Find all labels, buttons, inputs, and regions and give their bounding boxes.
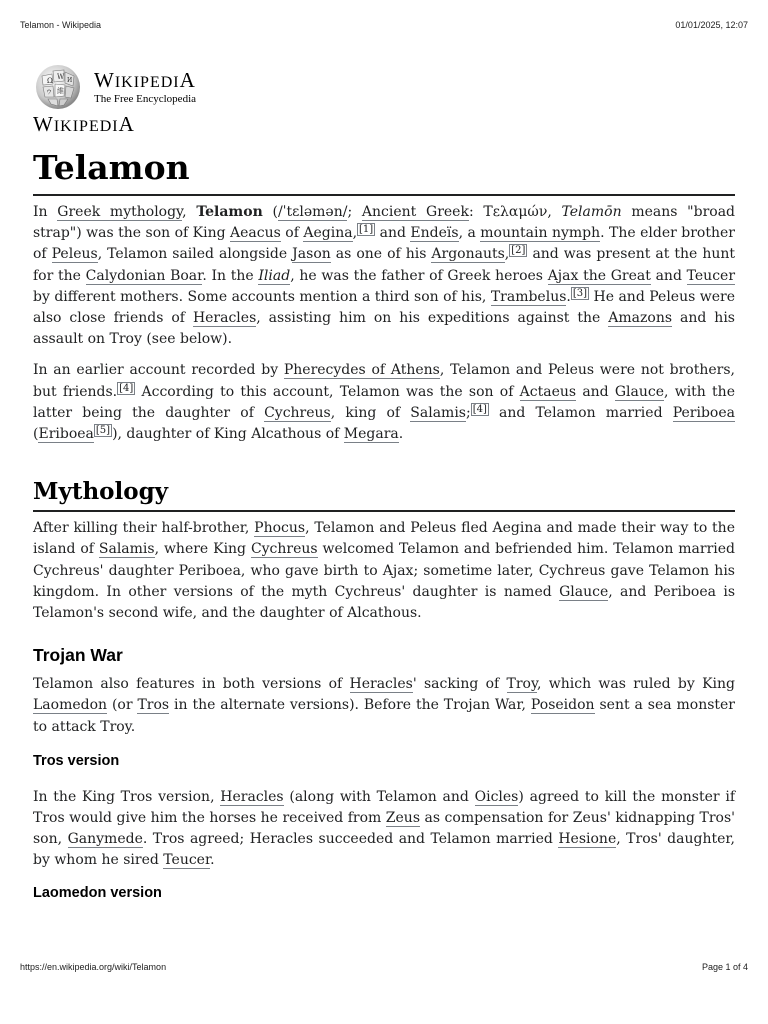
print-header-datetime: 01/01/2025, 12:07 (675, 20, 748, 30)
article-link[interactable]: Amazons (608, 310, 673, 327)
print-footer-url[interactable]: https://en.wikipedia.org/wiki/Telamon (20, 962, 167, 972)
section-heading-mythology: Mythology (33, 476, 735, 512)
article-link[interactable]: Eriboea (38, 426, 94, 443)
print-header-title: Telamon - Wikipedia (20, 20, 102, 30)
subsection-heading-trojan-war: Trojan War (33, 645, 123, 666)
article-content (33, 62, 735, 904)
italic-link[interactable] (258, 268, 290, 285)
article-link[interactable]: Pherecydes of Athens (283, 362, 440, 379)
article-link[interactable]: Calydonian Boar (85, 267, 203, 284)
reference-marker[interactable] (117, 382, 135, 395)
intro-paragraph-2: In an earlier account recorded by Pherecydes of Athens, Telamon and Peleus were not brothers, but friends. [4] According to this account, Telamon was the son of Actaeus and Glauce, with the latter being the daughter of Cychreus, king of Salamis; [4] and Telamon married Periboea (Eriboea [5] ), daughter of King Alcathous of Megara. (33, 362, 735, 443)
bold-term: Telamon (196, 204, 263, 220)
reference-link[interactable]: [5] (95, 425, 111, 437)
article-link[interactable]: Aeacus (230, 225, 281, 242)
print-footer-page: Page 1 of 4 (701, 962, 748, 972)
article-link[interactable]: Troy (506, 676, 538, 693)
article-link[interactable]: Glauce (614, 383, 665, 400)
article-link[interactable]: Iliad (258, 267, 291, 284)
italic-term: Telamōn (561, 204, 622, 220)
article-link[interactable]: Actaeus (519, 383, 577, 400)
svg-text:維: 維 (57, 87, 64, 95)
trojan-war-paragraph: Telamon also features in both versions of Heracles' sacking of Troy, which was ruled by King Laomedon (or Tros in the alternate versions). Before the Trojan War, Poseidon sent a sea monster to attack Troy. (33, 676, 735, 735)
article-link[interactable]: Periboea (672, 404, 735, 421)
article-link[interactable]: /ˈtɛləmən/ (277, 204, 348, 220)
article-link[interactable]: Ancient Greek (361, 204, 469, 220)
article-link[interactable]: Salamis (410, 404, 466, 421)
article-link[interactable]: Ganymede (67, 831, 143, 848)
article-link[interactable]: Oicles (474, 788, 519, 805)
article-link[interactable]: Tros (137, 697, 170, 714)
reference-link[interactable]: [1] (359, 224, 374, 236)
svg-text:Ω: Ω (47, 77, 53, 85)
article-link[interactable]: Cychreus (264, 404, 331, 421)
reference-marker[interactable] (357, 223, 375, 236)
article-link[interactable]: Heracles (349, 676, 413, 693)
article-link[interactable]: Megara (343, 426, 399, 443)
article-link[interactable]: Jason (292, 246, 331, 263)
article-link[interactable]: Trambelus (490, 288, 567, 305)
reference-link[interactable]: [3] (572, 287, 588, 299)
svg-text:ウ: ウ (46, 89, 53, 96)
reference-link[interactable]: [4] (472, 403, 487, 415)
article-link[interactable]: Salamis (98, 541, 155, 558)
article-link[interactable]: Heracles (192, 310, 257, 327)
article-link[interactable]: Endeïs (410, 225, 459, 242)
article-link[interactable]: Phocus (254, 520, 306, 537)
article-link[interactable]: Heracles (220, 788, 284, 805)
wordmark-tagline: The Free Encyclopedia (94, 92, 197, 105)
article-link[interactable]: mountain nymph (480, 225, 601, 242)
article-link[interactable]: Glauce (559, 583, 609, 600)
article-link[interactable]: Hesione (558, 831, 617, 848)
mythology-paragraph: After killing their half-brother, Phocus, Telamon and Peleus fled Aegina and made their way to the island of Salamis, where King Cychreus welcomed Telamon and befriended him. Telamon married Cychreus' daughter Periboea, who gave birth to Ajax; sometime later, Cychreus gave Telamon his kingdom. In other versions of the myth Cychreus' daughter is named Glauce, and Periboea is Telamon's second wife, and the daughter of Alcathous. (33, 520, 736, 622)
article-link[interactable]: Teucer (686, 267, 736, 284)
tros-version-paragraph: In the King Tros version, Heracles (along with Telamon and Oicles) agreed to kill the monster if Tros would give him the horses he received from Zeus as compensation for Zeus' kidnapping Tros' son, Ganymede. Tros agreed; Heracles succeeded and Telamon married Hesione, Tros' daughter, by whom he sired Teucer. (33, 788, 735, 869)
svg-text:И: И (67, 77, 73, 84)
reference-link[interactable]: [2] (511, 245, 526, 257)
article-link[interactable]: Ajax the Great (547, 267, 651, 284)
wikipedia-logo[interactable] (33, 62, 735, 112)
wordmark-title: WIKIPEDIA (94, 67, 196, 92)
page-title: Telamon (33, 146, 735, 196)
article-link[interactable]: Poseidon (530, 697, 595, 714)
article-link[interactable]: Cychreus (250, 541, 318, 558)
wordmark-text: WIKIPEDIA (33, 112, 135, 136)
wordmark-block (94, 67, 197, 105)
subsection-heading-laomedon-version: Laomedon version (33, 884, 162, 901)
reference-marker[interactable] (571, 287, 589, 300)
article-link[interactable]: Greek mythology (57, 204, 183, 220)
reference-link[interactable]: [4] (119, 382, 134, 394)
print-footer (20, 962, 748, 972)
article-link[interactable]: Argonauts (431, 246, 505, 263)
article-link[interactable]: Teucer (163, 852, 211, 869)
intro-paragraph-1: In Greek mythology, Telamon (/ˈtɛləmən/; Ancient Greek: Τελαμών, Telamōn means "broad strap") was the son of King Aeacus of Aegina, [1] and Endeïs, a mountain nymph. The elder brother of Peleus, Telamon sailed alongside Jason as one of his Argonauts, [2] and was present at the hunt for the Calydonian Boar. In the Iliad, he was the father of Greek heroes Ajax the Great and Teucer by different mothers. Some accounts mention a third son of his, Trambelus. [3] He and Peleus were also close friends of Heracles, assisting him on his expeditions against the Amazons and his assault on Troy (see below). (33, 204, 736, 348)
wikipedia-globe-icon (33, 62, 83, 112)
reference-marker[interactable] (94, 424, 112, 437)
article-link[interactable]: Peleus (51, 246, 98, 263)
article-link[interactable]: Zeus (385, 810, 421, 827)
reference-marker[interactable] (509, 244, 527, 257)
reference-marker[interactable] (471, 403, 489, 416)
subsection-heading-tros-version: Tros version (33, 752, 120, 769)
article-link[interactable]: Aegina (303, 225, 353, 242)
article-link[interactable]: Laomedon (33, 697, 108, 714)
svg-text:W: W (57, 73, 65, 81)
print-header (20, 20, 748, 30)
